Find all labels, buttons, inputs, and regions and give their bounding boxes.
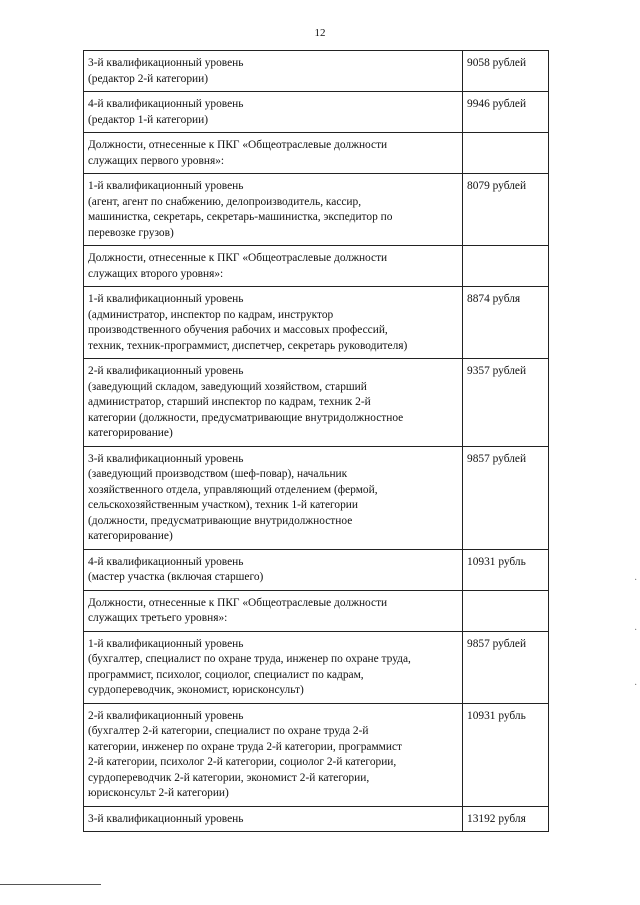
- description-line: (агент, агент по снабжению, делопроизводитель, кассир,: [88, 195, 362, 208]
- table-row: [84, 446, 549, 549]
- salary-amount: 8874 рубля: [463, 287, 549, 359]
- position-description: [84, 631, 463, 703]
- description-line: программист, психолог, социолог, специалист по кадрам,: [88, 668, 364, 681]
- table-row: [84, 631, 549, 703]
- description-line: 1-й квалификационный уровень: [88, 637, 244, 650]
- description-line: 2-й квалификационный уровень: [88, 365, 244, 377]
- description-line: (должности, предусматривающие внутридолжностное: [88, 514, 353, 527]
- margin-mark: ·: [634, 625, 638, 636]
- description-line: перевозке грузов): [88, 226, 174, 239]
- salary-amount: 9857 рублей: [463, 631, 549, 703]
- margin-mark: ·: [634, 575, 638, 586]
- position-description: [84, 590, 463, 631]
- description-line: производственного обучения рабочих и массовых профессий,: [88, 324, 388, 336]
- table-row: [84, 246, 549, 287]
- position-description: [84, 246, 463, 287]
- description-line: сурдопереводчик, экономист, юрисконсульт): [88, 684, 304, 696]
- salary-amount: 9946 рублей: [463, 92, 549, 133]
- position-description: [84, 92, 463, 133]
- position-description: [84, 359, 463, 447]
- description-line: 3-й квалификационный уровень: [88, 812, 244, 825]
- position-description: [84, 51, 463, 92]
- description-line: 1-й квалификационный уровень: [88, 180, 244, 192]
- table-row: [84, 174, 549, 246]
- table-row: [84, 549, 549, 590]
- description-line: (редактор 1-й категории): [88, 113, 209, 126]
- table-row: [84, 590, 549, 631]
- description-line: (бухгалтер 2-й категории, специалист по охране труда 2-й: [88, 725, 369, 737]
- salary-amount: 9357 рублей: [463, 359, 549, 447]
- description-line: Должности, отнесенные к ПКГ «Общеотраслевые должности: [88, 252, 388, 264]
- description-line: 3-й квалификационный уровень: [88, 452, 244, 465]
- salary-amount: 10931 рубль: [463, 549, 549, 590]
- description-line: юрисконсульт 2-й категории): [88, 787, 229, 799]
- footer-rule: [0, 884, 101, 885]
- salary-amount: 8079 рублей: [463, 174, 549, 246]
- salary-amount: 9058 рублей: [463, 51, 549, 92]
- description-line: (мастер участка (включая старшего): [88, 571, 264, 583]
- position-description: [84, 287, 463, 359]
- description-line: хозяйственного отдела, управляющий отделением (фермой,: [88, 483, 378, 496]
- table-row: [84, 703, 549, 806]
- description-line: (редактор 2-й категории): [88, 72, 209, 85]
- description-line: 2-й категории, психолог 2-й категории, социолог 2-й категории,: [88, 756, 397, 768]
- salary-amount: 9857 рублей: [463, 446, 549, 549]
- salary-amount: 13192 рубля: [463, 806, 549, 832]
- position-description: [84, 549, 463, 590]
- description-line: категории, инженер по охране труда 2-й категории, программист: [88, 740, 403, 753]
- description-line: сурдопереводчик 2-й категории, экономист 2-й категории,: [88, 771, 370, 784]
- description-line: машинистка, секретарь, секретарь-машинистка, экспедитор по: [88, 211, 393, 223]
- description-line: 3-й квалификационный уровень: [88, 57, 244, 69]
- description-line: категории (должности, предусматривающие внутридолжностное: [88, 411, 404, 424]
- table-row: [84, 133, 549, 174]
- margin-mark: ·: [634, 680, 638, 691]
- salary-amount: [463, 133, 549, 174]
- table-body: [84, 51, 549, 832]
- description-line: Должности, отнесенные к ПКГ «Общеотраслевые должности: [88, 139, 388, 151]
- description-line: (заведующий складом, заведующий хозяйством, старший: [88, 380, 367, 393]
- description-line: 1-й квалификационный уровень: [88, 293, 244, 305]
- description-line: сельскохозяйственным участком), техник 1-й категории: [88, 499, 358, 511]
- description-line: техник, техник-программист, диспетчер, секретарь руководителя): [88, 339, 408, 352]
- salary-table: [83, 50, 549, 832]
- description-line: служащих второго уровня»:: [88, 267, 224, 280]
- description-line: (администратор, инспектор по кадрам, инструктор: [88, 308, 334, 321]
- table-row: [84, 359, 549, 447]
- page-number: 12: [314, 27, 326, 39]
- table-row: [84, 806, 549, 832]
- salary-amount: [463, 590, 549, 631]
- description-line: 4-й квалификационный уровень: [88, 98, 244, 110]
- description-line: служащих третьего уровня»:: [88, 612, 228, 624]
- position-description: [84, 703, 463, 806]
- description-line: администратор, старший инспектор по кадрам, техник 2-й: [88, 396, 371, 408]
- table-row: [84, 51, 549, 92]
- description-line: (бухгалтер, специалист по охране труда, инженер по охране труда,: [88, 653, 411, 665]
- position-description: [84, 174, 463, 246]
- description-line: служащих первого уровня»:: [88, 154, 225, 167]
- position-description: [84, 806, 463, 832]
- description-line: (заведующий производством (шеф-повар), начальник: [88, 468, 348, 480]
- salary-amount: [463, 246, 549, 287]
- description-line: категорирование): [88, 530, 173, 542]
- position-description: [84, 133, 463, 174]
- position-description: [84, 446, 463, 549]
- description-line: 2-й квалификационный уровень: [88, 709, 244, 722]
- description-line: 4-й квалификационный уровень: [88, 555, 244, 568]
- table-row: [84, 287, 549, 359]
- description-line: Должности, отнесенные к ПКГ «Общеотраслевые должности: [88, 596, 388, 609]
- description-line: категорирование): [88, 427, 173, 439]
- table-row: [84, 92, 549, 133]
- salary-amount: 10931 рубль: [463, 703, 549, 806]
